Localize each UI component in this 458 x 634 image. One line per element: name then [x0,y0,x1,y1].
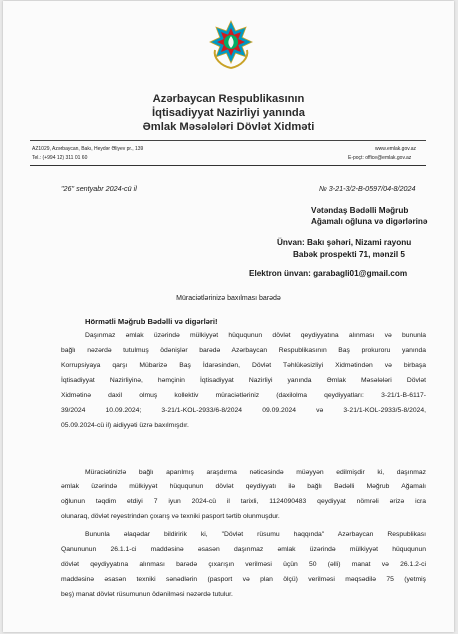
org-address: AZ1029, Azərbaycan, Bakı, Heydər Əliyev pr., 139 [32,146,144,152]
recipient-group: Ağamalı oğluna və digərlərinə [311,217,428,226]
body-line: İqtisadiyyat Nazirliyinə, həmçinin İqtisadiyyat Nazirliyi yanında Əmlak Məsələləri Dövlət [61,377,426,384]
letter-reference-number: № 3-21-3/2-B-0597/04-8/2024 [319,184,416,193]
body-line: Qanununun 26.1.1-ci maddəsinə əsasən daşınmaz əmlak üzərində mülkiyyət hüququnun [61,546,426,553]
letter-page [3,1,454,632]
recipient-email: Elektron ünvan: garabagli01@gmail.com [249,269,408,278]
body-line: Bununla əlaqədar bildiririk ki, "Dövlət rüsumu haqqında" Azərbaycan Respublikası [85,531,426,538]
org-phone: Tel.: (+994 12) 311 01 60 [32,155,88,161]
body-line: dövlət qeydiyyatına alınması barədə çıxarışın verilməsi üçün 50 (əlli) manat və 26.1.2-ci [61,561,426,568]
body-line: bağlı nəzərdə tutulmuş ödənişlər barədə Azərbaycan Respublikasının Baş prokuroru yanında [61,347,426,354]
body-line: beş) manat dövlət rüsumunun ödənilməsi nəzərdə tutulur. [61,591,233,598]
state-emblem-icon [209,16,253,76]
recipient-address-line-1: Ünvan: Bakı şəhəri, Nizami rayonu [277,238,412,247]
org-email: E-poçt: office@emlak.gov.az [348,155,412,161]
letter-subject: Müraciətlərinizə baxılması barədə [176,295,281,302]
letter-date: "26" sentyabr 2024-cü il [61,184,137,193]
body-line: oğlunun təqdim etdiyi 7 iyun 2024-cü il tarixli, 1124090483 qeydiyyat nömrəli ərizə icra [61,498,426,505]
body-line: 05.09.2024-cü il) aidiyyəti üzrə baxılmışdır. [61,422,189,429]
body-line: maddəsinə əsasən texniki sənədlərin (pasport və plan ölçü) verilməsi məqsədilə 75 (yetmiş [61,576,426,583]
recipient-address-line-2: Babək prospekti 71, mənzil 5 [293,250,405,259]
org-name-line-1: Azərbaycan Respublikasının [152,93,305,105]
org-name-line-2: İqtisadiyyat Nazirliyi yanında [152,107,305,119]
body-line: Korrupsiyaya qarşı Mübarizə Baş İdarəsindən, Dövlət Təhlükəsizliyi Xidmətindən və birbaşa [61,362,426,369]
body-line: Daşınmaz əmlak üzərində mülkiyyət hüququnun dövlət qeydiyyatına alınması və bununla [85,332,426,339]
letter-greeting: Hörmətli Məğrub Bədəlli və digərləri! [85,317,218,326]
body-line: Xidmətinə daxil olmuş kollektiv müraciətləriniz (daxilolma qeydiyyatları: 3-21/1-B-6117- [61,392,426,399]
header-divider-top [30,140,426,141]
body-line: əmlak üzərində mülkiyyət hüququnun dövlət qeydiyyatı ilə bağlı Bədəlli Məğrub Ağamalı [61,483,426,490]
org-name-line-3: Əmlak Məsələləri Dövlət Xidməti [142,121,315,133]
body-line: olunaraq, dövlət reyestrindən çıxarış və texniki pasport tərtib olunmuşdur. [61,513,280,520]
header-divider-bottom [30,165,426,166]
body-line: 39/2024 10.09.2024; 3-21/1-KOL-2933/6-8/2024 09.09.2024 və 3-21/1-KOL-2933/5-8/2024, [61,407,426,414]
org-website: www.emlak.gov.az [375,146,417,152]
recipient-name: Vətəndaş Bədəlli Məğrub [311,206,409,215]
body-line: Müraciətinizlə bağlı aparılmış araşdırma nəticəsində müəyyən edilmişdir ki, daşınmaz [85,469,426,476]
